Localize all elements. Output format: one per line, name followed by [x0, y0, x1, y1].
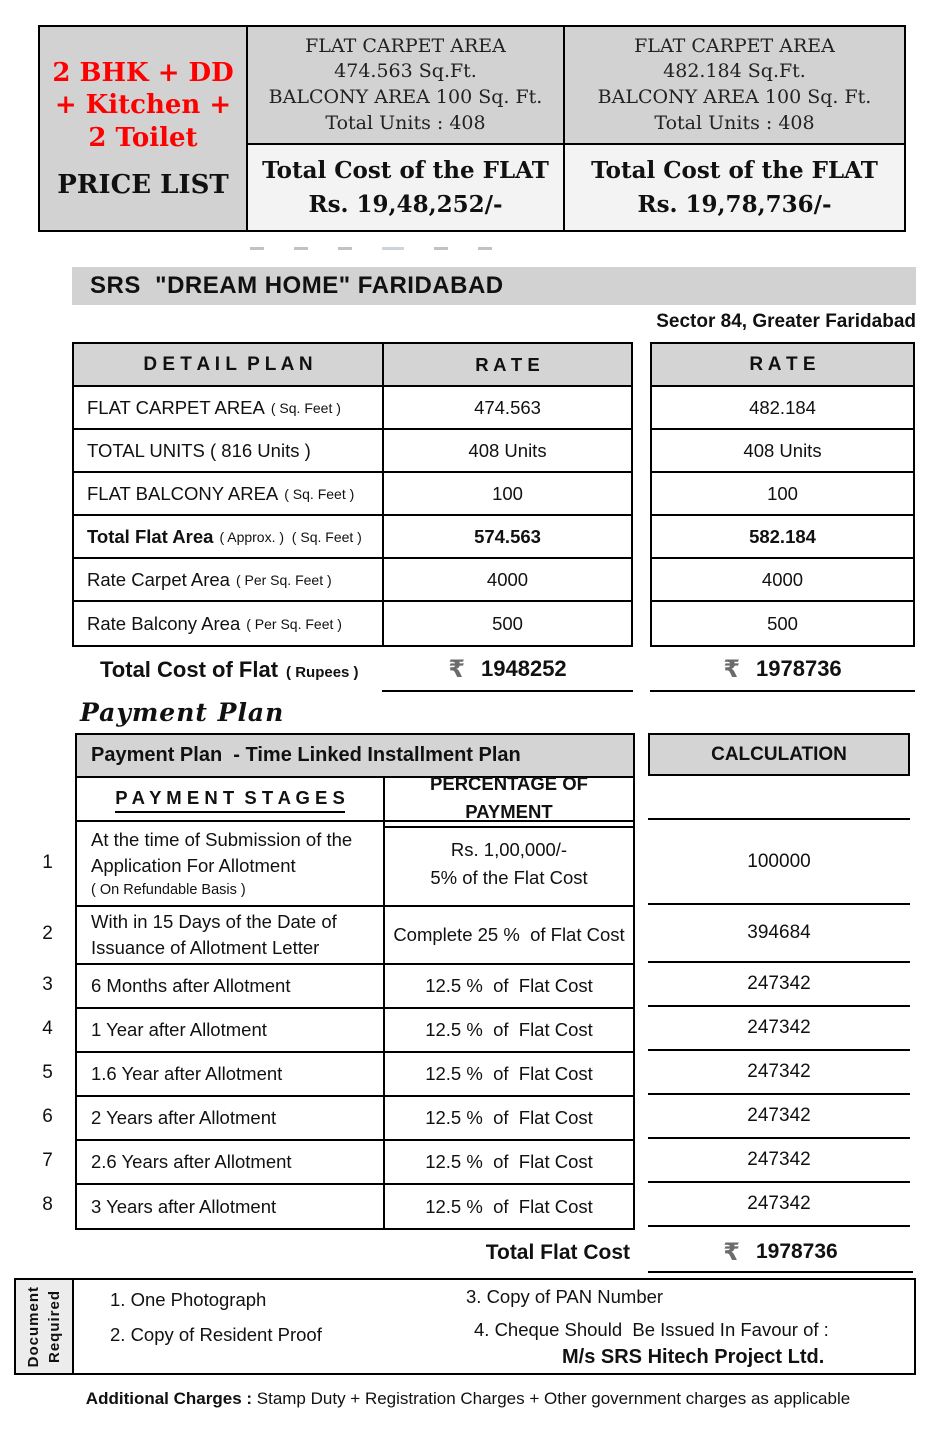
detail-plan-section	[72, 342, 915, 647]
table-row	[77, 1009, 633, 1053]
stage-text: 2 Years after Allotment	[77, 1097, 385, 1139]
stage-text: Application For Allotment	[91, 855, 296, 876]
rate-value-b: 500	[767, 612, 798, 634]
total-amount-a: 1948252	[481, 656, 567, 681]
stage-text: 2.6 Years after Allotment	[77, 1141, 385, 1183]
detail-plan-header: D E T A I L P L A N	[74, 344, 384, 385]
project-location: Sector 84, Greater Faridabad	[656, 311, 916, 332]
payment-plan-table	[75, 733, 635, 1230]
calculation-value: 247342	[648, 1183, 910, 1227]
calculation-value: 247342	[648, 1051, 910, 1095]
stage-text: 3 Years after Allotment	[77, 1185, 385, 1228]
stage-text: 6 Months after Allotment	[77, 965, 385, 1007]
carpet-area-value: 482.184 Sq.Ft.	[663, 60, 806, 83]
row-label: FLAT BALCONY AREA	[87, 482, 279, 504]
rate-value-b: 482.184	[652, 387, 913, 430]
calculation-value: 247342	[648, 1139, 910, 1183]
pct-text: 12.5 % of Flat Cost	[425, 1107, 593, 1129]
table-row	[74, 516, 631, 559]
row-sublabel: ( Per Sq. Feet )	[246, 615, 342, 632]
variant-b-total-cost	[565, 145, 904, 230]
payment-plan-heading: Payment Plan	[80, 698, 285, 727]
stage-text: At the time of Submission of the	[91, 829, 353, 851]
calculation-value: 100000	[648, 818, 910, 905]
row-sublabel: ( Per Sq. Feet )	[235, 571, 332, 588]
row-sublabel: ( Sq. Feet )	[270, 399, 341, 416]
row-label: TOTAL UNITS ( 816 Units )	[87, 439, 311, 461]
stage-number: 1	[42, 851, 53, 873]
pct-text: 12.5 % of Flat Cost	[425, 1195, 593, 1217]
calculation-value: 247342	[648, 963, 910, 1007]
rupee-icon: ₹	[723, 1238, 740, 1266]
list-item: 1. One Photograph	[110, 1289, 267, 1310]
pct-text: 12.5 % of Flat Cost	[425, 1063, 593, 1085]
calculation-value: 247342	[648, 1007, 910, 1051]
stage-text: 1 Year after Allotment	[77, 1009, 385, 1051]
additional-charges-note	[0, 1389, 936, 1409]
stage-text: Issuance of Allotment Letter	[91, 937, 320, 958]
cheque-favour-of: M/s SRS Hitech Project Ltd.	[562, 1346, 825, 1368]
table-row	[77, 1141, 633, 1185]
total-units-line: Total Units : 408	[325, 111, 486, 134]
calculation-column	[648, 733, 910, 1230]
list-item: 3. Copy of PAN Number	[466, 1286, 664, 1307]
detail-plan-table	[72, 342, 633, 647]
rate-value-a: 500	[492, 612, 523, 634]
total-cost-value: Rs. 19,78,736/-	[637, 190, 832, 218]
stage-number-column	[20, 733, 75, 1230]
balcony-area-line: BALCONY AREA 100 Sq. Ft.	[268, 86, 543, 108]
unit-type-text	[52, 57, 233, 155]
total-cost-label: Total Cost of Flat	[100, 657, 279, 682]
documents-list	[74, 1280, 914, 1373]
rate-column-table	[650, 342, 915, 647]
total-cost-of-flat-row	[72, 648, 915, 692]
total-units-line: Total Units : 408	[654, 111, 815, 134]
table-row	[77, 907, 633, 965]
carpet-area-label: FLAT CARPET AREA	[305, 34, 506, 57]
side-label-line: Required	[46, 1289, 63, 1363]
table-row	[77, 822, 633, 907]
total-cost-value-a	[382, 648, 633, 692]
pct-text: Rs. 1,00,000/-	[450, 838, 568, 860]
variant-a-cell	[248, 25, 565, 232]
total-cost-label: Total Cost of the FLAT	[262, 157, 549, 185]
variant-a-area-info	[248, 27, 563, 145]
payment-stages-header: P A Y M E N T S T A G E S	[115, 785, 345, 814]
project-title-bar	[72, 267, 916, 305]
list-item: 4. Cheque Should Be Issued In Favour of :	[474, 1319, 829, 1340]
rate-value-b: 408 Units	[652, 430, 913, 473]
total-cost-value-b	[650, 648, 915, 692]
payment-plan-section	[20, 733, 910, 1230]
unit-type-line: 2 Toilet	[88, 122, 198, 153]
project-title: SRS "DREAM HOME" FARIDABAD	[90, 272, 504, 299]
table-row	[77, 1097, 633, 1141]
side-label-line: Document	[25, 1285, 42, 1368]
stage-number: 5	[42, 1062, 53, 1083]
cropped-text-remnant	[250, 247, 492, 250]
pct-text: 5% of the Flat Cost	[430, 866, 588, 888]
stage-number: 7	[42, 1150, 53, 1171]
variant-b-area-info	[565, 27, 904, 145]
variant-b-cell	[565, 25, 906, 232]
stage-number: 8	[42, 1194, 53, 1215]
table-row	[74, 430, 631, 473]
calculation-header: CALCULATION	[648, 733, 910, 776]
rate-value-a: 474.563	[474, 396, 541, 418]
stage-number: 3	[42, 974, 53, 995]
row-sublabel: ( Sq. Feet )	[284, 485, 355, 502]
rate-header-a: R A T E	[475, 353, 540, 375]
total-flat-cost-label: Total Flat Cost	[485, 1241, 630, 1264]
rate-value-a: 4000	[486, 568, 529, 590]
total-flat-cost-value	[648, 1233, 913, 1273]
rupees-sublabel: ( Rupees )	[286, 664, 359, 681]
row-label: Rate Carpet Area	[87, 568, 230, 590]
unit-type-line: + Kitchen +	[54, 90, 232, 121]
carpet-area-label: FLAT CARPET AREA	[634, 34, 835, 57]
rate-value-a: 100	[492, 482, 523, 504]
documents-side-label	[16, 1280, 74, 1373]
carpet-area-value: 474.563 Sq.Ft.	[334, 60, 477, 83]
pct-text: Complete 25 % of Flat Cost	[393, 924, 625, 946]
table-row	[74, 473, 631, 516]
stage-note: ( On Refundable Basis )	[91, 881, 246, 898]
calculation-spacer	[648, 776, 910, 818]
rupee-icon: ₹	[448, 655, 466, 683]
note-bold-part: Additional Charges :	[85, 1389, 253, 1408]
rate-value-a: 408 Units	[468, 439, 547, 461]
row-label: Total Flat Area	[87, 525, 214, 547]
balcony-area-line: BALCONY AREA 100 Sq. Ft.	[597, 86, 872, 108]
rate-header-b: R A T E	[652, 344, 913, 387]
calculation-value: 247342	[648, 1095, 910, 1139]
header-card	[38, 25, 906, 232]
rate-value-a: 574.563	[474, 525, 541, 547]
unit-type-cell	[38, 25, 248, 232]
pct-text: 12.5 % of Flat Cost	[425, 975, 593, 997]
table-row	[77, 965, 633, 1009]
row-label: FLAT CARPET AREA	[87, 396, 265, 418]
stage-number: 2	[42, 923, 53, 944]
table-row	[77, 1053, 633, 1097]
total-flat-cost-row	[0, 1233, 913, 1273]
stage-number: 4	[42, 1018, 53, 1039]
pct-text: 12.5 % of Flat Cost	[425, 1151, 593, 1173]
variant-a-total-cost	[248, 145, 563, 230]
row-sublabel: ( Approx. ) ( Sq. Feet )	[219, 528, 362, 545]
total-amount-b: 1978736	[756, 656, 842, 681]
rate-value-b: 582.184	[652, 516, 913, 559]
total-flat-cost-amount: 1978736	[755, 1240, 838, 1263]
payment-subheader-row	[77, 772, 633, 822]
list-item: 2. Copy of Resident Proof	[110, 1324, 322, 1345]
rupee-icon: ₹	[723, 655, 741, 683]
rate-value-b: 4000	[652, 559, 913, 602]
price-list-label: PRICE LIST	[57, 170, 229, 201]
stage-number: 6	[42, 1106, 53, 1127]
table-row	[74, 387, 631, 430]
total-cost-value: Rs. 19,48,252/-	[308, 190, 503, 218]
unit-type-line: 2 BHK + DD	[52, 57, 234, 88]
stage-text: With in 15 Days of the Date of	[91, 911, 337, 933]
note-rest-part: Stamp Duty + Registration Charges + Other government charges as applicable	[252, 1389, 851, 1408]
detail-header-row	[74, 344, 631, 387]
table-row	[74, 602, 631, 645]
total-cost-label: Total Cost of the FLAT	[591, 157, 878, 185]
payment-plan-table-title: Payment Plan - Time Linked Installment Plan	[77, 735, 633, 778]
stage-text: 1.6 Year after Allotment	[77, 1053, 385, 1095]
calculation-value: 394684	[648, 905, 910, 963]
rate-value-b: 100	[652, 473, 913, 516]
table-row	[77, 1185, 633, 1228]
pct-text: 12.5 % of Flat Cost	[425, 1019, 593, 1041]
table-row	[74, 559, 631, 602]
documents-required-box	[14, 1278, 916, 1375]
row-label: Rate Balcony Area	[87, 612, 241, 634]
percentage-header: PERCENTAGE OF PAYMENT	[385, 770, 633, 829]
